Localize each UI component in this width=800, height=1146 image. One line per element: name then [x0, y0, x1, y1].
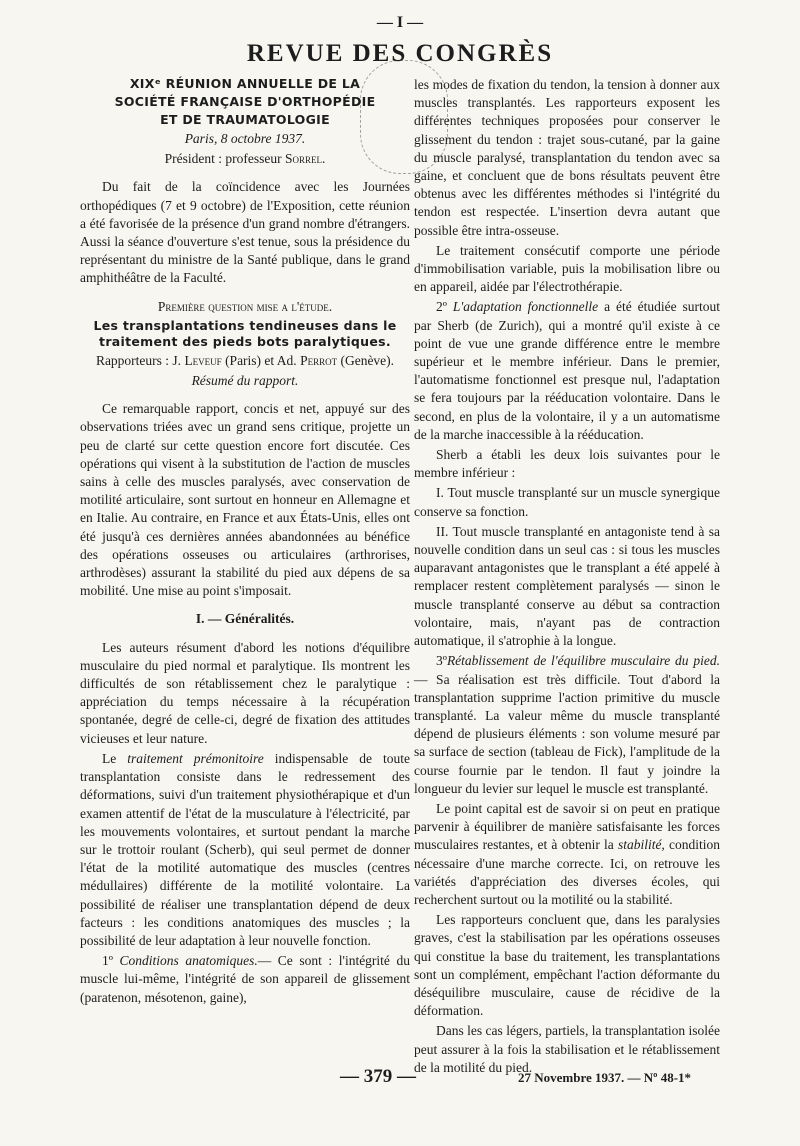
para-3-italic: traitement prémonitoire	[127, 750, 264, 766]
rapporteur-2: Perrot	[300, 352, 338, 368]
president-name: Sorrel	[284, 151, 322, 167]
right-para-3-italic: L'adaptation fonctionnelle	[452, 299, 599, 315]
right-paragraph-4: Sherb a établi les deux lois suivantes pour le membre inférieur :	[414, 447, 720, 481]
resume-label: Résumé du rapport.	[191, 373, 299, 389]
rapporteurs-prefix: Rapporteurs : J.	[95, 352, 182, 368]
right-para-6-rest: condition nécessaire d'une marche correcte. Ici, on retrouve les variétés d'appréciation des diverses écoles, qui recherchent surtout ou la motilité ou la stabilité.	[414, 837, 720, 907]
section-heading: I. — Généralités.	[195, 611, 295, 627]
para-4-italic: Conditions anatomiques.	[119, 953, 258, 969]
meeting-title-line-1: XIXᵉ RÉUNION ANNUELLE DE LA	[129, 76, 361, 91]
meeting-title-line-3: ET DE TRAUMATOLOGIE	[160, 112, 330, 127]
rapporteurs-line	[80, 352, 410, 370]
para-3-prefix: Le	[102, 750, 117, 766]
meeting-place-date: Paris, 8 octobre 1937.	[184, 131, 306, 146]
right-paragraph-5	[414, 652, 720, 798]
subject-title: Les transplantations tendineuses dans le traitement des pieds bots paralytiques.	[93, 317, 397, 349]
para-4-rest: — Ce sont : l'intégrité du muscle lui-même, l'intégrité de son appareil de glissement (paratenon, mésotenon, gaine),	[80, 953, 410, 1005]
right-paragraph-3	[414, 298, 720, 444]
intro-paragraph: Du fait de la coïncidence avec les Journées orthopédiques (7 et 9 octobre) de l'Exposition, cette réunion a été favorisée de la présence d'un grand nombre d'étrangers. Aussi la séance d'ouverture s'est tenue, sous la présidence du représentant du ministre de la Santé publique, dans le grand amphithéâtre de la Faculté.	[80, 179, 410, 286]
meeting-title-line-2: SOCIÉTÉ FRANÇAISE D'ORTHOPÉDIE	[114, 94, 376, 109]
right-paragraph-1: les modes de fixation du tendon, la tension à donner aux muscles transplantés. Les rapporteurs exposent les différentes techniques proposées pour conserver le glissement du tendon : trajet sous-cutané, par la gaine du muscle paralysé, transplantation du tendon avec sa gaine, et concluent que de bons résultats peuvent être obtenus avec les différentes méthodes si l'intégrité du tendon est respectée. L'insertion devra autant que possible être intra-osseuse.	[414, 77, 720, 238]
left-column	[80, 76, 410, 1009]
rapporteur-1: Leveuf	[184, 352, 222, 368]
right-para-6-prefix: Le point capital est de savoir si on peut en pratique parvenir à équilibrer de manière satisfaisante les forces musculaires restantes, et à obtenir la	[414, 800, 720, 853]
right-para-3-prefix: 2º	[436, 299, 447, 315]
right-para-5-italic: Rétablissement de l'équilibre musculaire du pied.	[446, 653, 720, 669]
page-top-mark: — I —	[376, 14, 424, 31]
right-para-3-rest: a été étudiée surtout par Sherb (de Zurich), qui a montré qu'il existe à ce point de vue une grande différence entre le membre supérieur et le membre inférieur. Dans le premier, l'automatisme fonctionnel est presque nul, l'adaptation se fera toujours par la rééducation volontaire. Dans le second, en plus de la volontaire, il y a un automatisme de la marche inaccessible à la rééducation.	[414, 299, 721, 442]
law-2: II. Tout muscle transplanté en antagoniste tend à sa nouvelle condition dans un seul cas : si tous les muscles auparavant antagonistes que le transplant a été appelé à remplacer restent complètement paralysés — sinon le muscle transplanté conserve au début sa contraction volontaire, mais, n'ayant pas de contraction automatique, il s'atrophie à la longue.	[414, 523, 720, 649]
right-para-6-italic: stabilité,	[617, 837, 665, 853]
journal-section-title: REVUE DES CONGRÈS	[246, 40, 554, 67]
right-paragraph-7: Les rapporteurs concluent que, dans les paralysies graves, c'est la stabilisation par les opérations osseuses qui constitue la base du traitement, les transplantations sont un complément, empêchant l'action déformante du déséquilibre musculaire, cause de récidive de la déformation.	[414, 912, 720, 1019]
report-paragraph-4	[80, 952, 410, 1007]
right-column	[414, 76, 720, 1079]
right-paragraph-8: Dans les cas légers, partiels, la transplantation isolée peut assurer à la fois la stabilisation et le rétablissement de la motilité du pied.	[414, 1023, 720, 1075]
meeting-president: Président : professeur Sorrel.	[164, 151, 326, 167]
rapporteurs-suffix: (Genève).	[340, 352, 395, 368]
report-paragraph-2: Les auteurs résument d'abord les notions d'équilibre musculaire du pied normal et paralytique. Ils montrent les difficultés de son rétablissement chez le paralytique : appréciation du temps nécessaire à la récupération spontanée, degré de celle-ci, degré de fixation des attitudes vicieuses et leur nature.	[80, 639, 410, 746]
page-number: — 379 —	[340, 1066, 416, 1087]
para-3-rest: indispensable de toute transplantation consiste dans le redressement des déformations, suivi d'un traitement physiothérapique et d'un examen attentif de l'état de la musculature à l'électricité, par les mouvements volontaires, et surtout pendant la marche sur le trottoir roulant (Scherb), qui seul permet de donner l'état de la motilité automatique des muscles (centres médullaires) différente de la motilité volontaire. La possibilité de réaliser une transplantation dépend de deux facteurs : les conditions anatomiques des muscles ; la possibilité de leur adaptation à leur nouvelle fonction.	[80, 750, 411, 948]
rapporteurs-mid: (Paris) et Ad.	[225, 352, 297, 368]
report-paragraph-1: Ce remarquable rapport, concis et net, appuyé sur des observations triées avec un grand sens critique, projette un peu de clarté sur cette question encore fort discutée. Ces opérations qui visent à la substitution de l'action de muscles sains à celle des muscles paralysés, avec conservation de motilité articulaire, sont surtout en honneur en Allemagne et en Italie. Au contraire, en France et aux États-Unis, elles ont été jusqu'à ces dernières années abandonnées au bénéfice des opérations osseuses ou articulaires (arthrorises, arthrodèses) assurant la stabilité du pied aux dépens de sa mobilité. Une mise au point s'imposait.	[80, 401, 410, 599]
right-paragraph-6	[414, 800, 720, 909]
report-paragraph-3	[80, 750, 410, 950]
question-heading: Première question mise a l'étude.	[157, 298, 333, 314]
right-paragraph-2: Le traitement consécutif comporte une période d'immobilisation variable, puis la mobilisation libre ou en appareil, aidée par l'électrothérapie.	[414, 242, 720, 295]
right-para-5-prefix: 3º	[436, 653, 447, 669]
page-footer	[0, 1066, 800, 1096]
right-para-5-rest: — Sa réalisation est très difficile. Tout d'abord la transplantation supprime l'action primitive du muscle transplanté. La valeur même du muscle transplanté dépend de plusieurs éléments : son volume mesuré par sa surface de section (tableau de Fick), l'amplitude de la course fournie par le tendon. Il faut y joindre la longueur du levier sur lequel le muscle est transplanté.	[414, 671, 720, 796]
para-4-prefix: 1º	[102, 953, 113, 969]
law-1: I. Tout muscle transplanté sur un muscle synergique conserve sa fonction.	[414, 485, 720, 519]
president-prefix: Président : professeur	[164, 151, 282, 167]
issue-date: 27 Novembre 1937. — Nº 48-1*	[518, 1070, 692, 1085]
